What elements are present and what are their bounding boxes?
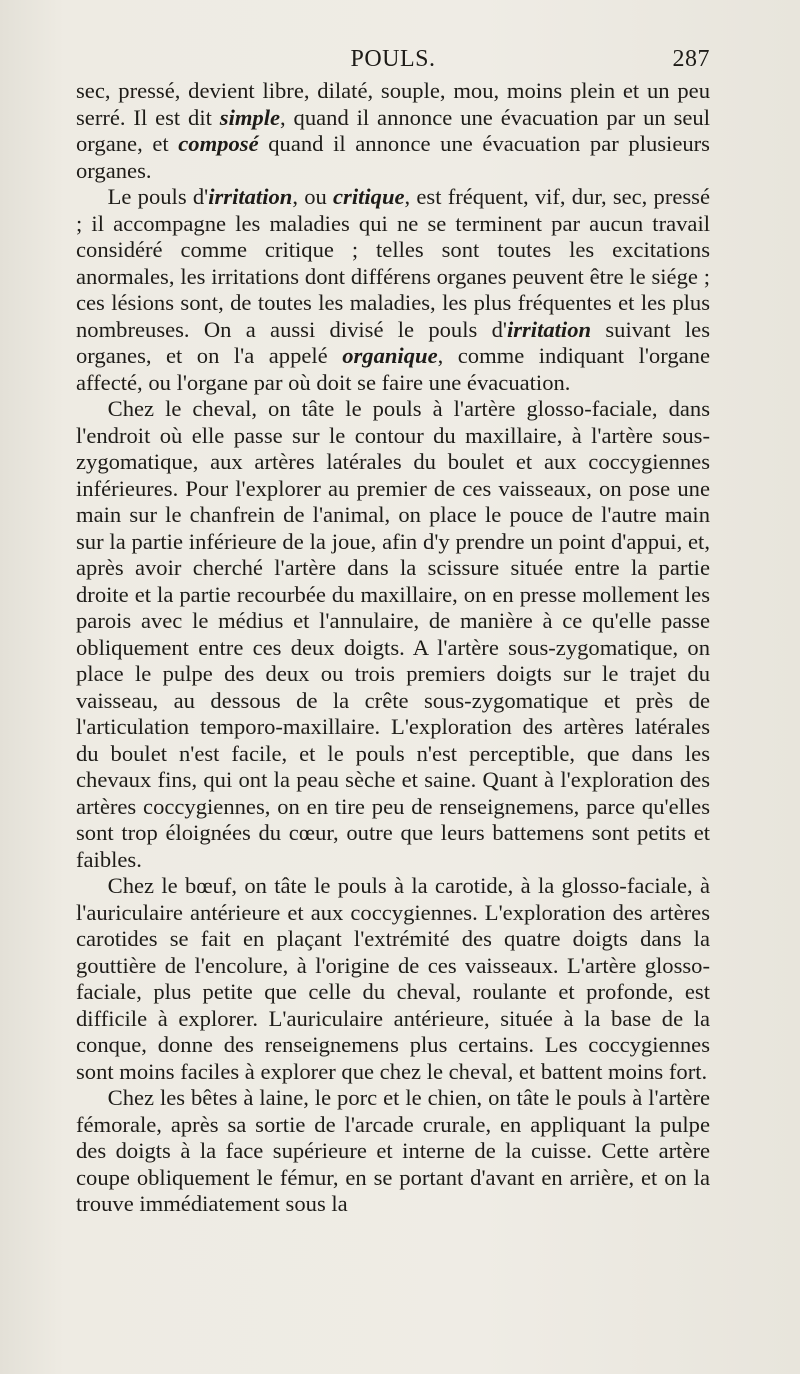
italic-term: irritation	[208, 184, 293, 209]
text-run: , est fréquent, vif, dur, sec, pressé ; il accompagne les maladies qui ne se terminent par aucun travail considéré comme critique ; telles sont toutes les excitations anormales, les irritations dont différens organes peuvent être le siége ; ces lésions sont, de toutes les maladies, les plus fréquentes et les plus nombreuses. On a aussi divisé le pouls d'	[76, 184, 710, 342]
italic-term: irritation	[506, 316, 592, 342]
text-run: , ou	[292, 184, 333, 209]
text-run: suivant les organes, et on l'a appelé	[76, 316, 710, 368]
text-run: Chez le cheval, on tâte le pouls à l'artère glosso-faciale, dans l'endroit où elle passe sur le contour du maxillaire, à l'artère sous-zygomatique, aux artères latérales du boulet et aux coccygiennes inférieures. Pour l'explorer au premier de ces vaisseaux, on pose une main sur le chanfrein de l'animal, on place le pouce de l'autre main sur la partie inférieure de la joue, afin d'y prendre un point d'appui, et, après avoir cherché l'artère dans la scissure située entre la partie droite et la partie recourbée du maxillaire, on en presse mollement les parois avec le médius et l'annulaire, de manière à ce qu'elle passe obliquement entre ces deux doigts. A l'artère sous-zygomatique, on place le pulpe des deux ou trois premiers doigts sur le trajet du vaisseau, au dessous de la crête sous-zygomatique et près de l'articulation temporo-maxillaire. L'exploration des artères latérales du boulet n'est facile, et le pouls n'est perceptible, que dans les chevaux fins, qui ont la peau sèche et saine. Quant à l'exploration des artères coccygiennes, on en tire peu de renseignemens, parce qu'elles sont trop éloignées du cœur, outre que leurs battemens sont petits et faibles.	[76, 396, 710, 872]
text-run: Chez le bœuf, on tâte le pouls à la carotide, à la glosso-faciale, à l'auriculaire antérieure et aux coccygiennes. L'exploration des artères carotides se fait en plaçant l'extrémité des quatre doigts dans la gouttière de l'encolure, à l'origine de ces vaisseaux. L'artère glosso-faciale, plus petite que celle du cheval, roulante et profonde, est difficile à explorer. L'auriculaire antérieure, située à la base de la conque, donne des renseignemens plus certains. Les coccygiennes sont moins faciles à explorer que chez le cheval, et battent moins fort.	[76, 873, 710, 1084]
text-run: , comme indiquant l'organe affecté, ou l'organe par où doit se faire une évacuation.	[76, 343, 710, 395]
text-run: sec, pressé, devient libre, dilaté, souple, mou, moins plein et un peu serré. Il est dit	[76, 78, 710, 130]
paragraph	[76, 873, 710, 1085]
page-number: 287	[672, 46, 710, 72]
italic-term: simple	[219, 104, 281, 130]
text-run: , quand il annonce une évacuation par un seul organe, et	[76, 104, 710, 156]
italic-term: composé	[178, 131, 259, 156]
italic-term: organique	[342, 343, 438, 368]
paragraph	[76, 184, 710, 396]
paragraph	[76, 1085, 710, 1218]
body-text	[76, 78, 710, 1218]
italic-term: critique	[333, 184, 405, 209]
paragraph	[76, 396, 710, 873]
text-run: Chez les bêtes à laine, le porc et le chien, on tâte le pouls à l'artère fémorale, après sa sortie de l'arcade crurale, en appliquant la pulpe des doigts à la face supérieure et interne de la cuisse. Cette artère coupe obliquement le fémur, en se portant d'avant en arrière, et on la trouve immédiatement sous la	[76, 1085, 710, 1216]
paragraph	[76, 78, 710, 184]
running-title: POULS.	[350, 46, 436, 72]
text-run: Le pouls d'	[107, 184, 209, 209]
page-header	[76, 38, 710, 78]
text-run: quand il annonce une évacuation par plusieurs organes.	[76, 131, 710, 183]
